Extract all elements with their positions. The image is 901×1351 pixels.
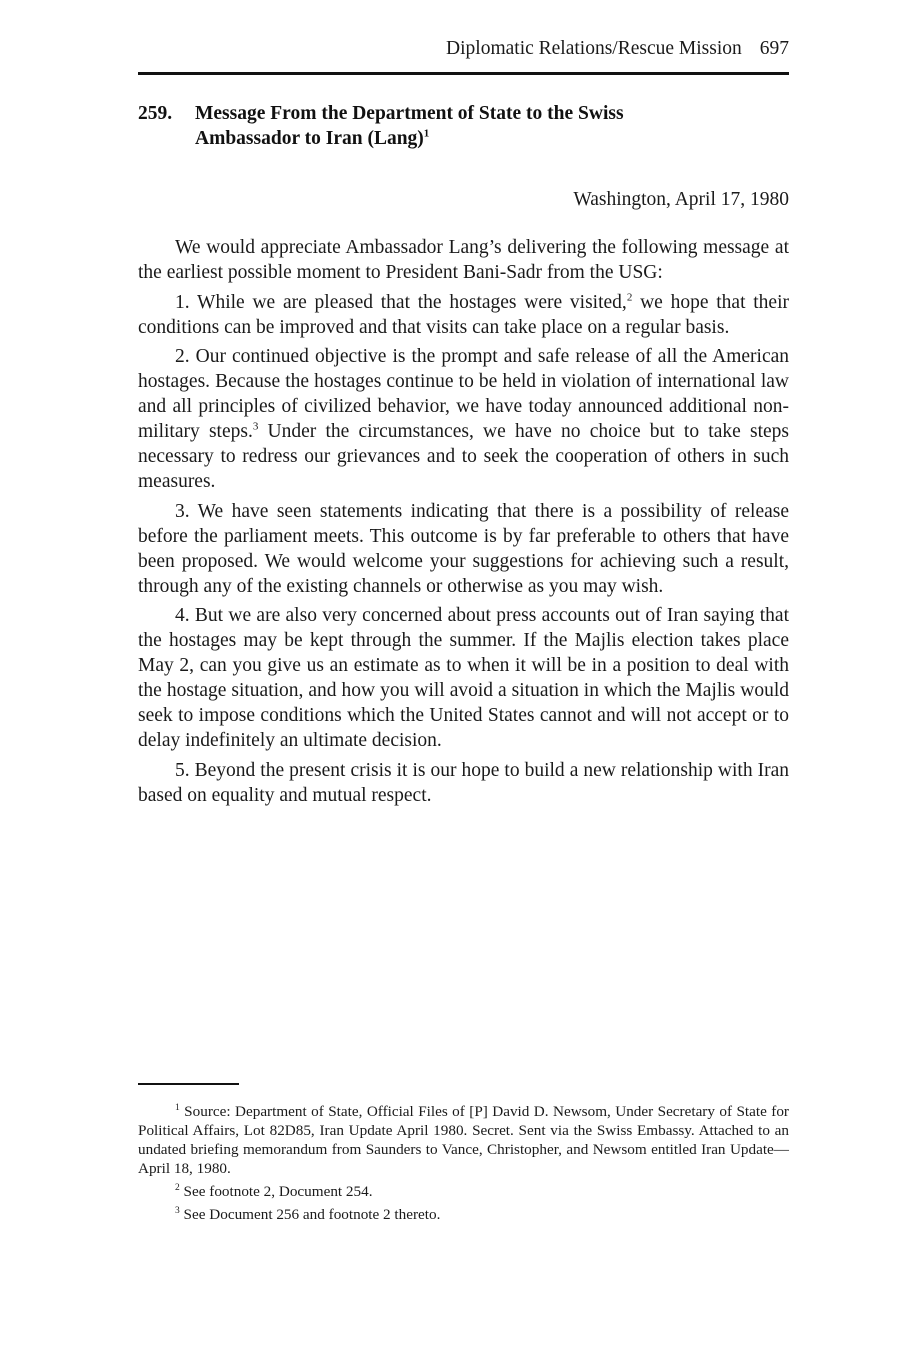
document-title-text: Message From the Department of State to the Swiss Ambassador to Iran (Lang) bbox=[195, 103, 624, 149]
running-title: Diplomatic Relations/Rescue Mission bbox=[446, 38, 742, 59]
message-body bbox=[138, 235, 789, 812]
footnote-text: Source: Department of State, Official Files of [P] David D. Newsom, Under Secretary of State for Political Affairs, Lot 82D85, Iran Update April 1980. Secret. Sent via the Swiss Embassy. Attached to an undated briefing memorandum from Saunders to Vance, Christopher, and Newsom entitled Iran Update—April 18, 1980. bbox=[138, 1103, 789, 1177]
footnote-ref-2[interactable]: 2 bbox=[626, 291, 633, 303]
body-paragraph-2 bbox=[138, 344, 789, 494]
footnote-text: See Document 256 and footnote 2 thereto. bbox=[179, 1206, 441, 1223]
footnote-3 bbox=[138, 1205, 789, 1224]
page-number: 697 bbox=[759, 38, 789, 59]
footnote-text: See footnote 2, Document 254. bbox=[179, 1183, 373, 1200]
footnote-divider bbox=[138, 1083, 239, 1085]
footnote-ref-1[interactable]: 1 bbox=[423, 127, 430, 140]
body-paragraph-4: 4. But we are also very concerned about press accounts out of Iran saying that the hostages may be kept through the summer. If the Majlis election takes place May 2, can you give us an estimate as to when it will be in a position to deal with the hostage situation, and how you will avoid a situation in which the Majlis would seek to impose conditions which the United States cannot and will not accept or to delay indefinitely an ultimate decision. bbox=[138, 605, 789, 751]
footnote-2 bbox=[138, 1182, 789, 1201]
body-paragraph-intro: We would appreciate Ambassador Lang’s delivering the following message at the earliest possible moment to President Bani-Sadr from the USG: bbox=[138, 237, 789, 283]
footnote-mark: 2 bbox=[175, 1182, 180, 1193]
document-title bbox=[195, 101, 715, 151]
body-paragraph-1 bbox=[138, 290, 789, 340]
p2-text-a: 2. Our continued objective is the prompt and safe release of all the American hostages. Because the hostages continue to be held in violation of international law and all principles of civilized behavior, we have today announced additional non-military steps. bbox=[138, 346, 789, 442]
running-head bbox=[446, 38, 789, 60]
footnotes bbox=[138, 1102, 789, 1228]
body-paragraph-3: 3. We have seen statements indicating that there is a possibility of release before the parliament meets. This outcome is by far preferable to others that have been proposed. We would welcome your suggestions for achieving such a result, through any of the existing channels or otherwise as you may wish. bbox=[138, 500, 789, 597]
footnote-mark: 1 bbox=[175, 1102, 180, 1113]
body-paragraph-5: 5. Beyond the present crisis it is our hope to build a new relationship with Iran based on equality and mutual respect. bbox=[138, 759, 789, 806]
p2-text-b: Under the circumstances, we have no choice but to take steps necessary to redress our grievances and to seek the cooperation of others in such measures. bbox=[138, 421, 789, 492]
footnote-mark: 3 bbox=[175, 1205, 180, 1216]
p1-text-a: 1. While we are pleased that the hostages were visited, bbox=[175, 291, 627, 313]
document-number: 259. bbox=[138, 103, 173, 124]
p1-text-b: we hope that their conditions can be improved and that visits can take place on a regular basis. bbox=[138, 291, 789, 338]
page-header bbox=[138, 36, 789, 75]
dateline: Washington, April 17, 1980 bbox=[573, 189, 789, 210]
footnote-1 bbox=[138, 1102, 789, 1178]
footnote-ref-3[interactable]: 3 bbox=[252, 420, 259, 433]
